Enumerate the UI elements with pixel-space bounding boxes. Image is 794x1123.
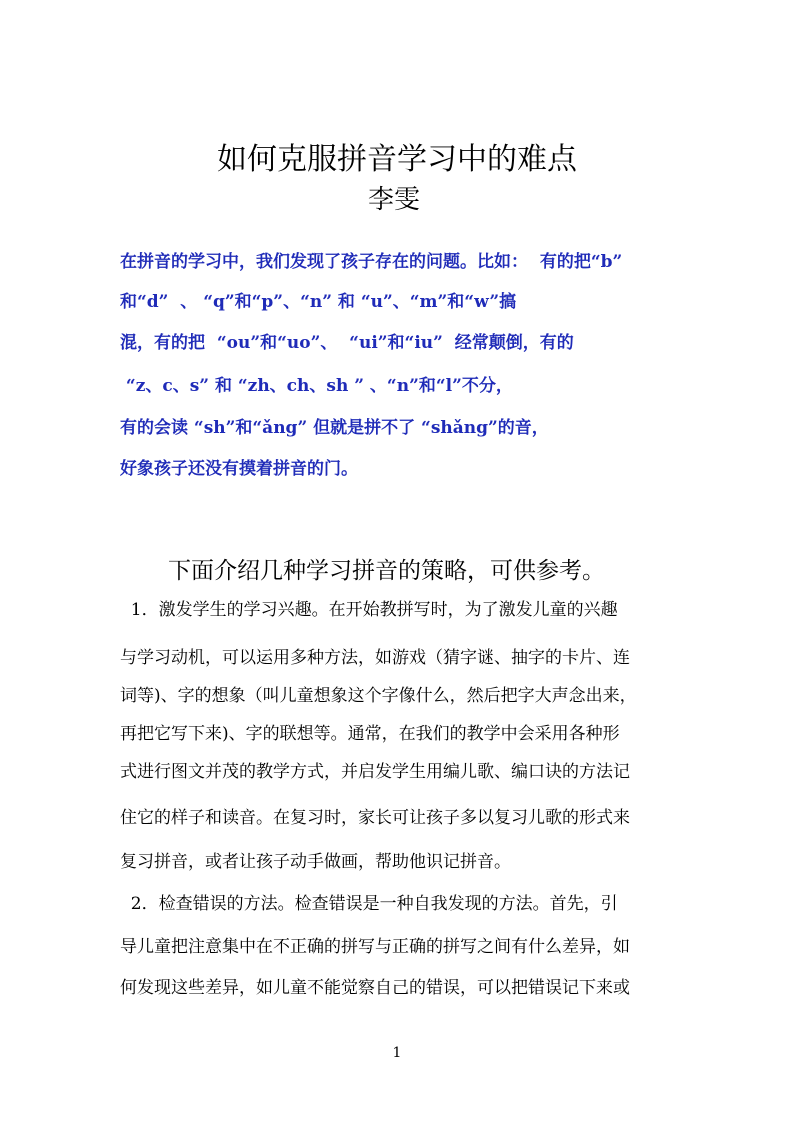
intro-line: 有的会读 “sh”和“ǎng” 但就是拼不了 “shǎng”的音，	[120, 418, 549, 438]
body-line: 式进行图文并茂的教学方式，并启发学生用编儿歌、编口诀的方法记	[120, 762, 630, 782]
intro-line: 在拼音的学习中，我们发现了孩子存在的问题。比如： 有的把“b”	[120, 252, 623, 272]
body-line: 与学习动机，可以运用多种方法，如游戏（猜字谜、抽字的卡片、连	[120, 648, 630, 668]
body-line: 何发现这些差异，如儿童不能觉察自己的错误，可以把错误记下来或	[120, 978, 630, 998]
intro-line: “z、c、s” 和 “zh、ch、sh ” 、“n”和“l”不分，	[120, 376, 513, 396]
body-line: 再把它写下来)、字的联想等。通常，在我们的教学中会采用各种形	[120, 724, 620, 744]
document-author: 李雯	[368, 185, 421, 215]
intro-line: 混，有的把 “ou”和“uo”、 “ui”和“iu” 经常颠倒，有的	[120, 333, 574, 353]
intro-line: 好象孩子还没有摸着拼音的门。	[120, 459, 358, 479]
body-line: 2．检查错误的方法。检查错误是一种自我发现的方法。首先，引	[120, 894, 618, 914]
body-line: 住它的样子和读音。在复习时，家长可让孩子多以复习儿歌的形式来	[120, 808, 630, 828]
section-heading: 下面介绍几种学习拼音的策略，可供参考。	[168, 558, 605, 584]
body-line: 词等)、字的想象（叫儿童想象这个字像什么，然后把字大声念出来，	[120, 686, 637, 706]
body-line: 复习拼音，或者让孩子动手做画，帮助他识记拼音。	[120, 852, 511, 872]
body-line: 1．激发学生的学习兴趣。在开始教拼写时，为了激发儿童的兴趣	[120, 600, 618, 620]
page-number: 1	[392, 1045, 402, 1061]
document-title: 如何克服拼音学习中的难点	[217, 142, 577, 177]
body-line: 导儿童把注意集中在不正确的拼写与正确的拼写之间有什么差异，如	[120, 937, 630, 957]
intro-line: 和“d” 、 “q”和“p”、“n” 和 “u”、“m”和“w”搞	[120, 292, 517, 312]
